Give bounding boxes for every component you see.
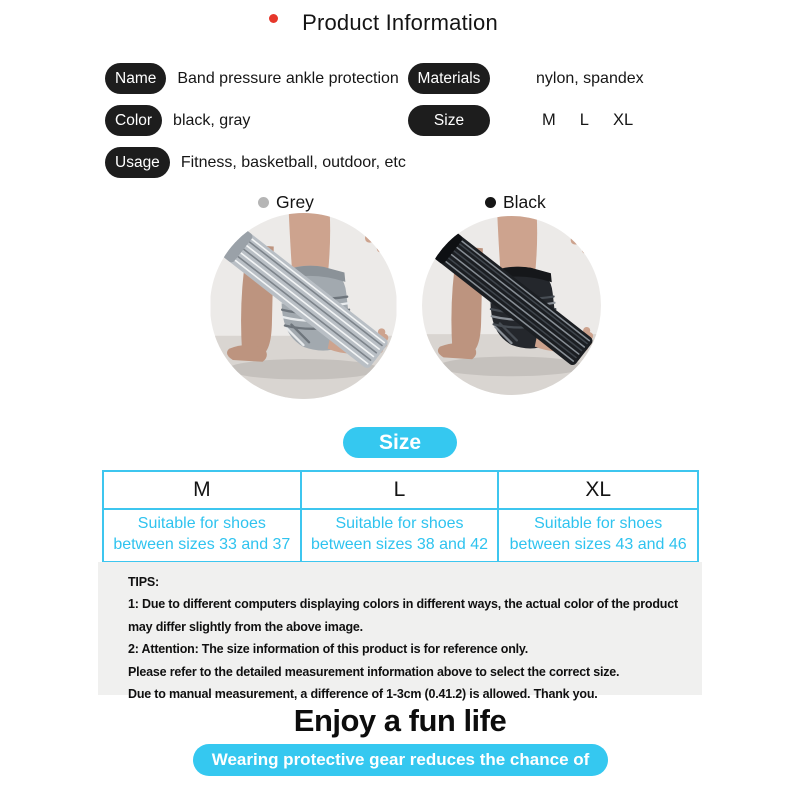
size-table-header-m: M <box>104 472 300 510</box>
size-options <box>542 111 633 130</box>
size-table-cell-m: Suitable for shoes between sizes 33 and 37 <box>113 515 291 553</box>
tips-line-1: 1: Due to different computers displaying colors in different ways, the actual color of the product <box>128 597 678 612</box>
info-row-materials <box>408 63 644 94</box>
size-table-cell-l: Suitable for shoes between sizes 38 and 42 <box>310 515 488 553</box>
size-table-column-xl <box>499 472 697 561</box>
size-section-badge: Size <box>343 427 457 458</box>
size-option-xl: XL <box>612 111 634 129</box>
page-title-row <box>0 10 800 36</box>
size-table-cell-xl: Suitable for shoes between sizes 43 and 46 <box>509 515 687 553</box>
grey-label: Grey <box>276 192 314 212</box>
black-ankle-brace-illustration <box>422 216 601 395</box>
name-value: Band pressure ankle protection <box>177 69 399 87</box>
name-label-pill: Name <box>105 63 166 94</box>
usage-label-pill: Usage <box>105 147 170 178</box>
footer-banner: Wearing protective gear reduces the chance of injury <box>193 744 608 776</box>
footer-headline: Enjoy a fun life <box>293 703 507 738</box>
tips-title: TIPS: <box>128 575 159 589</box>
info-row-name <box>105 63 399 94</box>
color-value: black, gray <box>173 111 251 129</box>
variant-label-grey <box>258 192 314 213</box>
info-row-color <box>105 105 250 136</box>
size-table-header-xl: XL <box>499 472 697 510</box>
size-table-column-m <box>104 472 302 561</box>
product-photo-grey <box>210 213 397 399</box>
page-title: Product Information <box>302 10 498 35</box>
tips-line-5: Due to manual measurement, a difference of 1-3cm (0.41.2) is allowed. Thank you. <box>128 687 598 702</box>
materials-label-pill: Materials <box>408 63 490 94</box>
materials-value: nylon, spandex <box>536 69 644 87</box>
tips-line-3: 2: Attention: The size information of this product is for reference only. <box>128 642 529 657</box>
size-option-m: M <box>542 111 556 129</box>
color-label-pill: Color <box>105 105 162 136</box>
size-table-column-l <box>302 472 500 561</box>
grey-ankle-brace-illustration <box>210 213 397 399</box>
size-label-pill: Size <box>408 105 490 136</box>
product-photo-black <box>422 216 601 395</box>
usage-value: Fitness, basketball, outdoor, etc <box>180 153 406 171</box>
tips-box <box>98 562 702 702</box>
black-bullet-icon <box>485 197 496 208</box>
info-row-size <box>408 105 633 136</box>
grey-bullet-icon <box>258 197 269 208</box>
tips-line-2: may differ slightly from the above image. <box>128 619 363 634</box>
info-row-usage <box>105 147 406 178</box>
black-label: Black <box>503 192 546 212</box>
variant-label-black <box>485 192 546 213</box>
size-table <box>102 470 699 563</box>
size-option-l: L <box>579 111 589 129</box>
red-dot-icon <box>269 14 278 23</box>
size-table-header-l: L <box>302 472 498 510</box>
tips-line-4: Please refer to the detailed measurement information above to select the correct size. <box>128 664 620 679</box>
